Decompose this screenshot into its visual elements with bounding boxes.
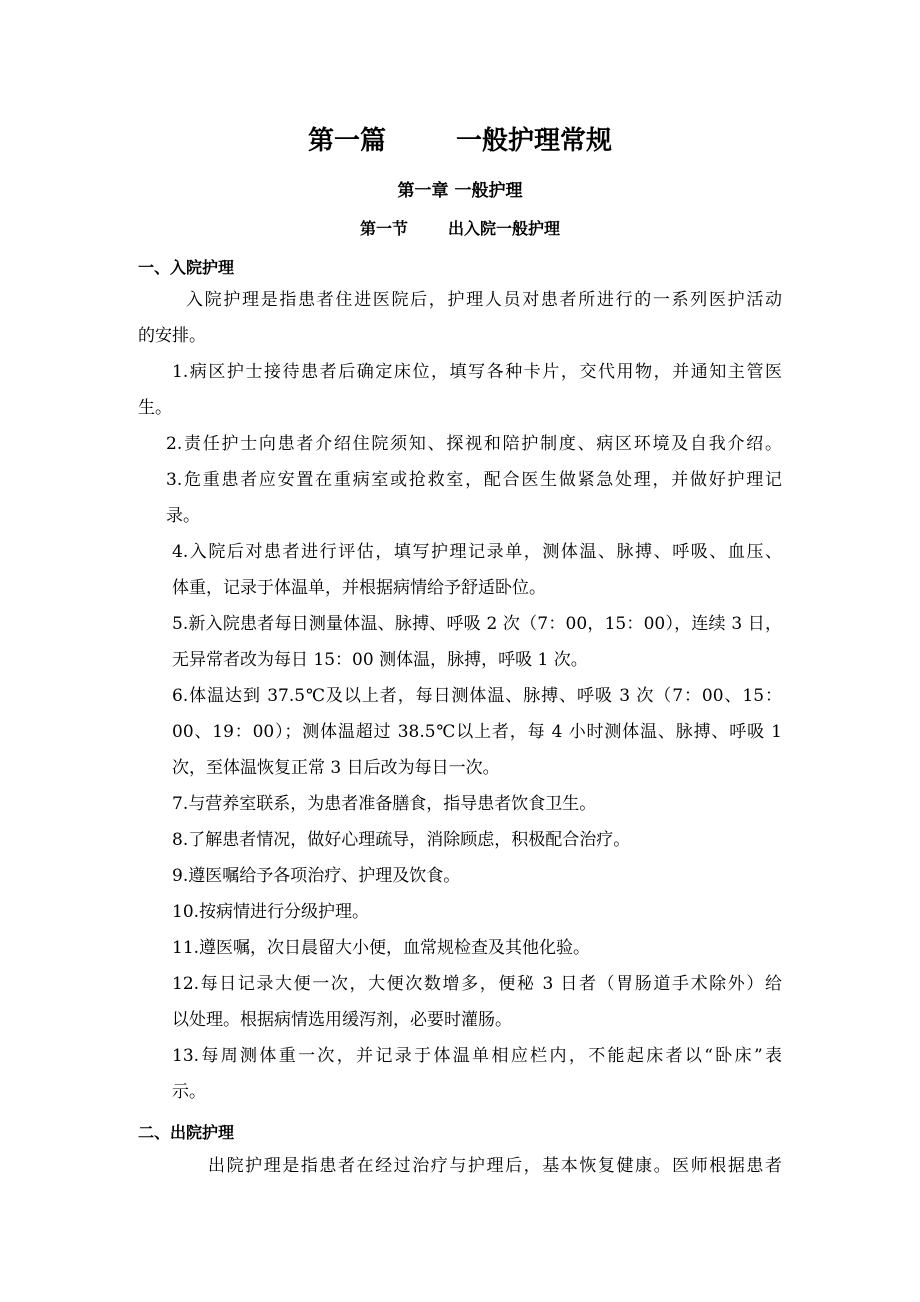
item-4-line-1: 4.入院后对患者进行评估，填写护理记录单，测体温、脉搏、呼吸、血压、: [172, 542, 782, 562]
item-7: 7.与营养室联系，为患者准备膳食，指导患者饮食卫生。: [172, 794, 597, 814]
item-5-line-2: 无异常者改为每日 15：00 测体温，脉搏，呼吸 1 次。: [172, 650, 588, 670]
part-name: 一般护理常规: [456, 126, 613, 156]
item-4-line-2: 体重，记录于体温单，并根据病情给予舒适卧位。: [172, 578, 546, 598]
item-5-line-1: 5.新入院患者每日测量体温、脉搏、呼吸 2 次（7：00，15：00），连续 3 日，: [172, 614, 782, 634]
section-number: 第一节: [359, 219, 408, 238]
item-8: 8.了解患者情况，做好心理疏导，消除顾虑，积极配合治疗。: [172, 830, 631, 850]
item-12-line-1: 12.每日记录大便一次，大便次数增多，便秘 3 日者（胃肠道手术除外）给: [172, 974, 782, 994]
item-3-line-2: 录。: [166, 506, 200, 526]
discharge-heading: 二、出院护理: [138, 1123, 235, 1142]
part-title: [0, 120, 920, 157]
admission-heading: 一、入院护理: [138, 258, 235, 277]
item-10: 10.按病情进行分级护理。: [172, 902, 370, 922]
item-3-line-1: 3.危重患者应安置在重病室或抢救室，配合医生做紧急处理，并做好护理记: [166, 470, 782, 490]
item-6-line-3: 次，至体温恢复正常 3 日后改为每日一次。: [172, 758, 500, 778]
item-2-line-1: 2.责任护士向患者介绍住院须知、探视和陪护制度、病区环境及自我介绍。: [166, 434, 782, 454]
section-title: [0, 216, 920, 239]
item-13-line-2: 示。: [172, 1082, 206, 1102]
item-6-line-1: 6.体温达到 37.5℃及以上者，每日测体温、脉搏、呼吸 3 次（7：00、15：: [172, 686, 782, 706]
part-number: 第一篇: [307, 126, 386, 156]
item-12-line-2: 以处理。根据病情选用缓泻剂，必要时灌肠。: [172, 1010, 512, 1030]
section-name: 出入院一般护理: [448, 219, 561, 238]
item-1-line-1: 1.病区护士接待患者后确定床位，填写各种卡片，交代用物，并通知主管医: [172, 362, 782, 382]
chapter-title: 第一章 一般护理: [397, 181, 523, 201]
admission-intro-line-1: 入院护理是指患者住进医院后，护理人员对患者所进行的一系列医护活动: [186, 290, 782, 310]
admission-intro-line-2: 的安排。: [138, 326, 206, 346]
item-6-line-2: 00、19：00）；测体温超过 38.5℃以上者，每 4 小时测体温、脉搏、呼吸 1: [172, 722, 782, 742]
item-9: 9.遵医嘱给予各项治疗、护理及饮食。: [172, 866, 461, 886]
item-1-line-2: 生。: [138, 398, 172, 418]
item-11: 11.遵医嘱，次日晨留大小便，血常规检查及其他化验。: [172, 938, 591, 958]
item-13-line-1: 13.每周测体重一次，并记录于体温单相应栏内，不能起床者以“卧床”表: [172, 1046, 782, 1066]
discharge-intro-line-1: 出院护理是指患者在经过治疗与护理后，基本恢复健康。医师根据患者: [208, 1156, 782, 1176]
